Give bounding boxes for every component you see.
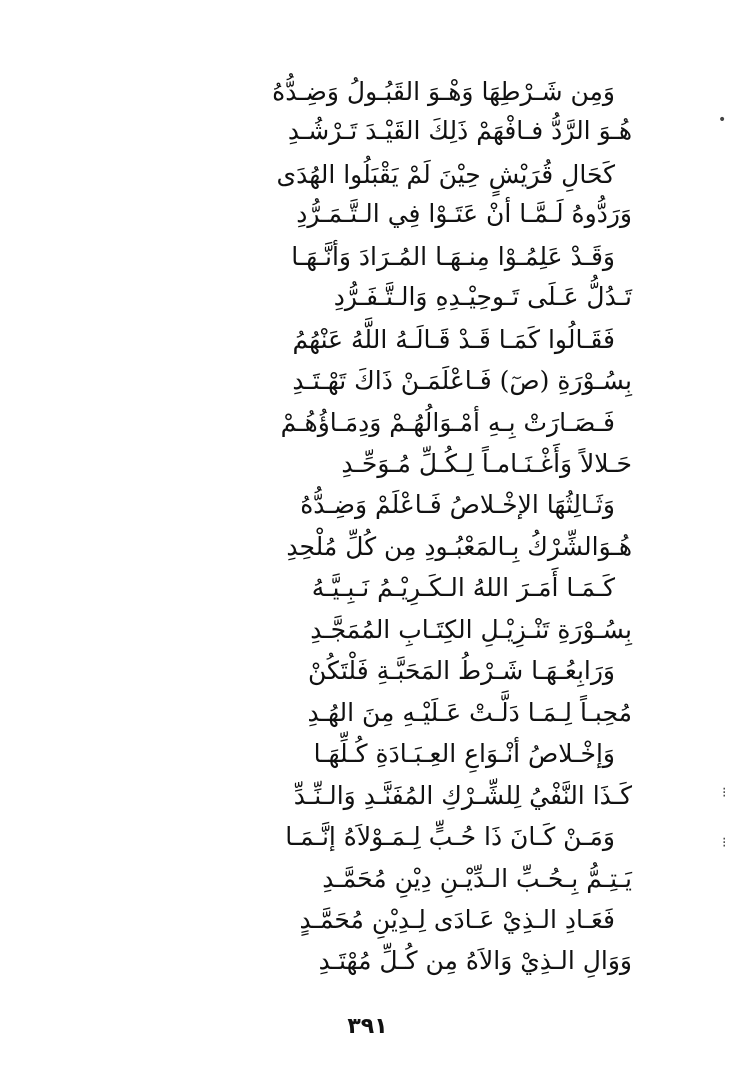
- verse-line: فَقَـالُوا كَمَـا قَـدْ قَـالَـهُ اللَّهُ عَنْهُمُ: [292, 325, 615, 354]
- verse-line: وَمِن شَـرْطِهَا وَهْـوَ القَبُـولُ وَضِـدُّهُ: [272, 77, 615, 106]
- verse-line: مُحِبـاً لِـمَـا دَلَّـتْ عَـلَيْـهِ مِنَ الهُـدِ: [307, 698, 632, 727]
- verse-line: هُـوَالشِّرْكُ بِـالمَعْبُـودِ مِن كُلِّ مُلْحِدِ: [286, 532, 632, 561]
- verse-line: وَرَابِعُـهَـا شَـرْطُ المَحَبَّـةِ فَلْتَكُنْ: [308, 656, 615, 685]
- verse-line: بِسُـوْرَةِ تَنْـزِيْـلِ الكِتَـابِ المُمَجَّـدِ: [310, 615, 632, 644]
- verse-line: فَـصَـارَتْ بِـهِ أمْـوَالُهُـمْ وَدِمَـاؤُهُـمْ: [280, 408, 615, 437]
- margin-speck-icon: •: [718, 112, 727, 128]
- verse-line: يَـتِـمُّ بِـحُـبِّ الـدِّيْـنِ دِيْنِ مُحَمَّـدِ: [322, 864, 632, 893]
- page-number: ٣٩١: [347, 1014, 388, 1039]
- margin-speck-icon: ⁝: [722, 835, 727, 851]
- verse-line: وَوَالِ الـذِيْ وَالاَهُ مِن كُـلِّ مُهْتَـدِ: [318, 946, 632, 975]
- verse-line: تَـدُلُّ عَـلَى تَـوحِيْـدِهِ وَالـتَّـفَـرُّدِ: [333, 282, 632, 311]
- verse-line: وَمَـنْ كَـانَ ذَا حُـبٍّ لِـمَـوْلاَهُ إنَّـمَـا: [285, 822, 615, 851]
- verse-line: وَثَـالِثُهَا الإخْـلاصُ فَـاعْلَمْ وَضِـدُّهُ: [300, 490, 615, 519]
- verse-line: فَعَـادِ الـذِيْ عَـادَى لِـدِيْنِ مُحَمَّـدٍ: [299, 905, 615, 934]
- verse-line: وَرَدُّوهُ لَـمَّـا أنْ عَتَـوْا فِي الـتَّـمَـرُّدِ: [296, 199, 632, 228]
- verse-line: وَقَـدْ عَلِمُـوْا مِنـهَـا المُـرَادَ وَأنَّـهَـا: [291, 242, 615, 271]
- verse-line: حَـلالاً وَأَغْـنَـامـاً لِـكُـلِّ مُـوَحِّـدِ: [341, 449, 632, 478]
- verse-line: كَـذَا النَّفْيُ لِلشِّـرْكِ المُفَنَّـدِ وَالـنِّـدِّ: [293, 781, 632, 810]
- verse-line: بِسُـوْرَةِ (صٓ) فَـاعْلَمَـنْ ذَاكَ تَهْـتَـدِ: [292, 366, 632, 395]
- verse-line: كَـمَـا أَمَـرَ اللهُ الـكَـرِيْـمُ نَـبِـيَّـهُ: [311, 573, 615, 602]
- verse-line: كَحَالِ قُرَيْشٍ حِيْنَ لَمْ يَقْبَلُوا الهُدَى: [276, 160, 615, 189]
- verse-line: هُـوَ الرَّدُّ فـافْهَمْ ذَلِكَ القَيْـدَ تَـرْشُـدِ: [287, 116, 632, 145]
- verse-line: وَإخْـلاصُ أنْـوَاعِ العِـبَـادَةِ كُـلِّهَـا: [313, 739, 615, 768]
- margin-speck-icon: ⁝: [722, 785, 727, 801]
